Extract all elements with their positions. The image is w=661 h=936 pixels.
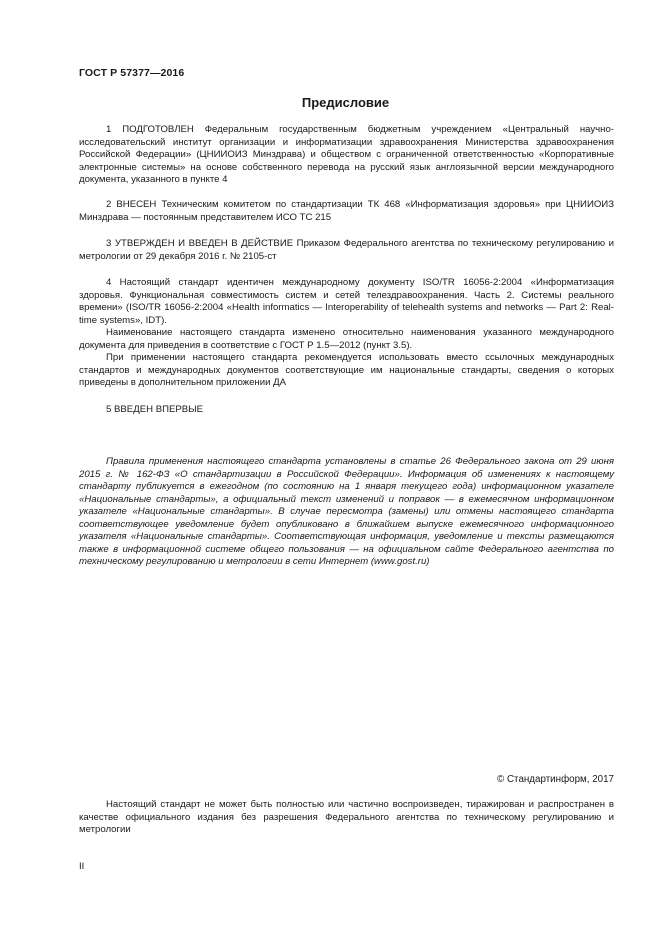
page-title: Предисловие [301,95,390,110]
item-3-text: 3 УТВЕРЖДЕН И ВВЕДЕН В ДЕЙСТВИЕ Приказом Федерального агентства по техническому регулированию и метрологии от 29 декабря 2016 г. № 2105-ст [79,238,614,262]
notice-text: Правила применения настоящего стандарта установлены в статье 26 Федерального закона от 29 июня 2015 г. № 162-ФЗ «О стандартизации в Российской Федерации». Информация об изменениях к настоящему стандарту публикуется в ежегодном (по состоянию на 1 января текущего года) информационном указателе «Национальные стандарты», а официальный текст изменений и поправок — в ежемесячном информационном указателе «Национальные стандарты». В случае пересмотра (замены) или отмены настоящего стандарта соответствующее уведомление будет опубликовано в ближайшем выпуске ежемесячного информационного указателя «Национальные стандарты». Соответствующая информация, уведомление и тексты размещаются также в информационной системе общего пользования — на официальном сайте Федерального агентства по техническому регулированию и метрологии в сети Интернет (www.gost.ru) [79,456,614,567]
copyright: © Стандартинформ, 2017 [497,774,614,785]
item-4 [79,277,614,390]
item-4-text: 4 Настоящий стандарт идентичен международному документу ISO/TR 16056-2:2004 «Информатизация здоровья. Функциональная совместимость систем и сетей телездравоохранения. Часть 2. Системы реального времени» (ISO/TR 16056-2:2004 «Health informatics — Interoperability of telehealth systems and networks — Part 2: Real-time systems», IDT). [79,277,614,326]
item-5 [79,404,614,417]
item-3 [79,238,614,263]
page-number: II [79,861,85,872]
item-2-text: 2 ВНЕСЕН Техническим комитетом по стандартизации ТК 468 «Информатизация здоровья» при ЦНИИОИЗ Минздрава — постоянным представителем ИСО ТС 215 [79,199,614,223]
reproduction-notice-text: Настоящий стандарт не может быть полностью или частично воспроизведен, тиражирован и распространен в качестве официального издания без разрешения Федерального агентства по техническому регулированию и метрологии [79,799,614,835]
item-1 [79,124,614,187]
standard-code: ГОСТ Р 57377—2016 [79,67,185,79]
item-4-note-usage: При применении настоящего стандарта рекомендуется использовать вместо ссылочных международных стандартов и международных документов соответствующие им национальные стандарты, сведения о которых приведены в дополнительном приложении ДА [79,352,614,388]
item-4-note-name: Наименование настоящего стандарта изменено относительно наименования указанного международного документа для приведения в соответствие с ГОСТ Р 1.5—2012 (пункт 3.5). [79,327,614,351]
reproduction-notice [79,799,614,837]
application-notice [79,456,614,569]
item-1-text: 1 ПОДГОТОВЛЕН Федеральным государственным бюджетным учреждением «Центральный научно-исследовательский институт организации и информатизации здравоохранения Министерства здравоохранения Российской Федерации» (ЦНИИОИЗ Минздрава) и обществом с ограниченной ответственностью «Корпоративные электронные системы» на основе собственного перевода на русский язык англоязычной версии международного документа, указанного в пункте 4 [79,124,614,185]
item-2 [79,199,614,224]
item-5-text: 5 ВВЕДЕН ВПЕРВЫЕ [106,404,204,415]
